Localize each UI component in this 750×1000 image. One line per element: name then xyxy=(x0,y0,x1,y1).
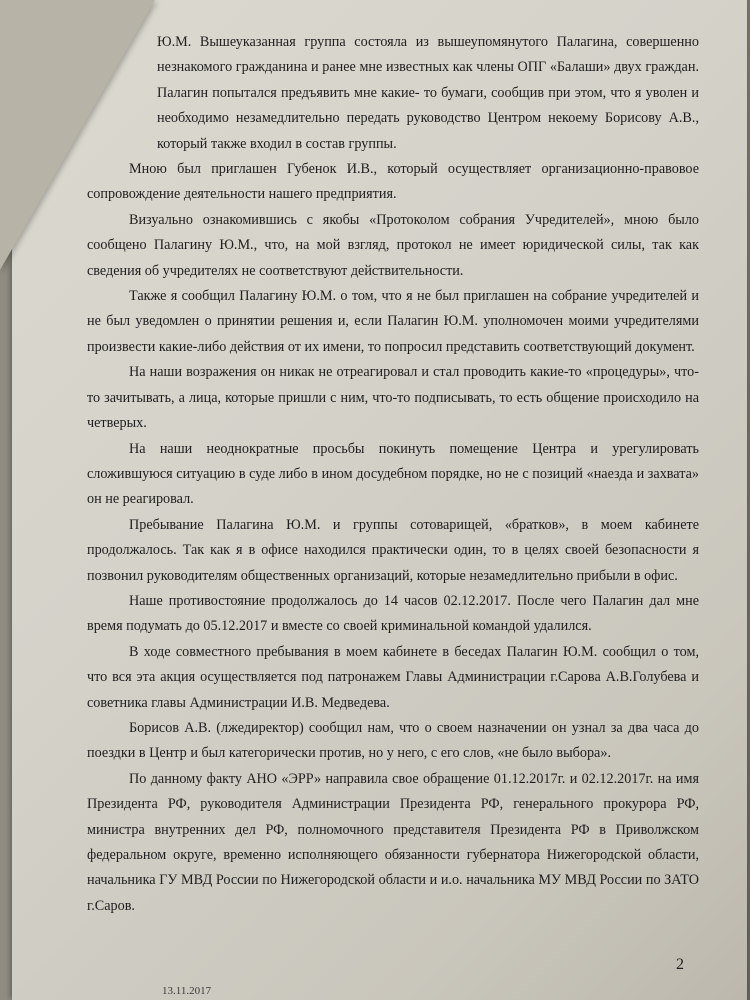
paragraph-9: В ходе совместного пребывания в моем кабинете в беседах Палагин Ю.М. сообщил о том, что вся эта акция осуществляется под патронажем Главы Администрации г.Сарова А.В.Голубева и советника главы Администрации И.В. Медведева. xyxy=(87,643,699,711)
paragraph-10: Борисов А.В. (лжедиректор) сообщил нам, что о своем назначении он узнал за два часа до поездки в Центр и был категорически против, но у него, с его слов, «не было выбора». xyxy=(87,719,699,762)
paragraph-4: Также я сообщил Палагину Ю.М. о том, что я не был приглашен на собрание учредителей и не был уведомлен о принятии решения и, если Палагин Ю.М. уполномочен моими учредителями произвести какие-либо действия от их имени, то попросил представить соответствующий документ. xyxy=(87,288,699,355)
paragraph-3: Визуально ознакомившись с якобы «Протоколом собрания Учредителей», мною было сообщено Палагину Ю.М., что, на мой взгляд, протокол не имеет юридической силы, так как сведения об учредителях не соответствуют действительности. xyxy=(87,211,699,279)
paragraph-2: Мною был приглашен Губенок И.В., который осуществляет организационно-правовое сопровождение деятельности нашего предприятия. xyxy=(87,161,699,203)
paragraph-6: На наши неоднократные просьбы покинуть помещение Центра и урегулировать сложившуюся ситуацию в суде либо в ином досудебном порядке, но не с позиций «наезда и захвата» он не реагировал. xyxy=(87,440,699,508)
paragraph-1: Ю.М. Вышеуказанная группа состояла из вышеупомянутого Палагина, совершенно незнакомого гражданина и ранее мне известных как члены ОПГ «Балаши» двух граждан. Палагин попытался предъявить мне какие- то бумаги, сообщив при этом, что я уволен и необходимо незамедлительно передать руководство Центром некоему Борисову А.В., который также входил в состав группы. xyxy=(157,34,699,152)
document-body xyxy=(87,30,699,919)
paragraph-11: По данному факту АНО «ЭРР» направила свое обращение 01.12.2017г. и 02.12.2017г. на имя Президента РФ, руководителя Администрации Президента РФ, генерального прокурора РФ, министра внутренних дел РФ, полномочного представителя Президента РФ в Приволжском федеральном округе, временно исполняющего обязанности губернатора Нижегородской области, начальника ГУ МВД России по Нижегородской области и и.о. начальника МУ МВД России по ЗАТО г.Саров. xyxy=(87,770,699,914)
page-number: 2 xyxy=(676,956,684,973)
paragraph-8: Наше противостояние продолжалось до 14 часов 02.12.2017. После чего Палагин дал мне время подумать до 05.12.2017 и вместе со своей криминальной командой удалился. xyxy=(87,592,699,635)
paragraph-5: На наши возражения он никак не отреагировал и стал проводить какие-то «процедуры», что-то зачитывать, а лица, которые пришли с ним, что-то подписывать, то есть общение происходило на четверых. xyxy=(87,364,699,432)
folded-page-corner xyxy=(0,0,155,270)
paragraph-7: Пребывание Палагина Ю.М. и группы сотоварищей, «братков», в моем кабинете продолжалось. Так как я в офисе находился практически один, то в целях своей безопасности я позвонил руководителям общественных организаций, которые незамедлительно прибыли в офис. xyxy=(87,516,699,584)
date-stamp: 13.11.2017 xyxy=(162,985,212,997)
